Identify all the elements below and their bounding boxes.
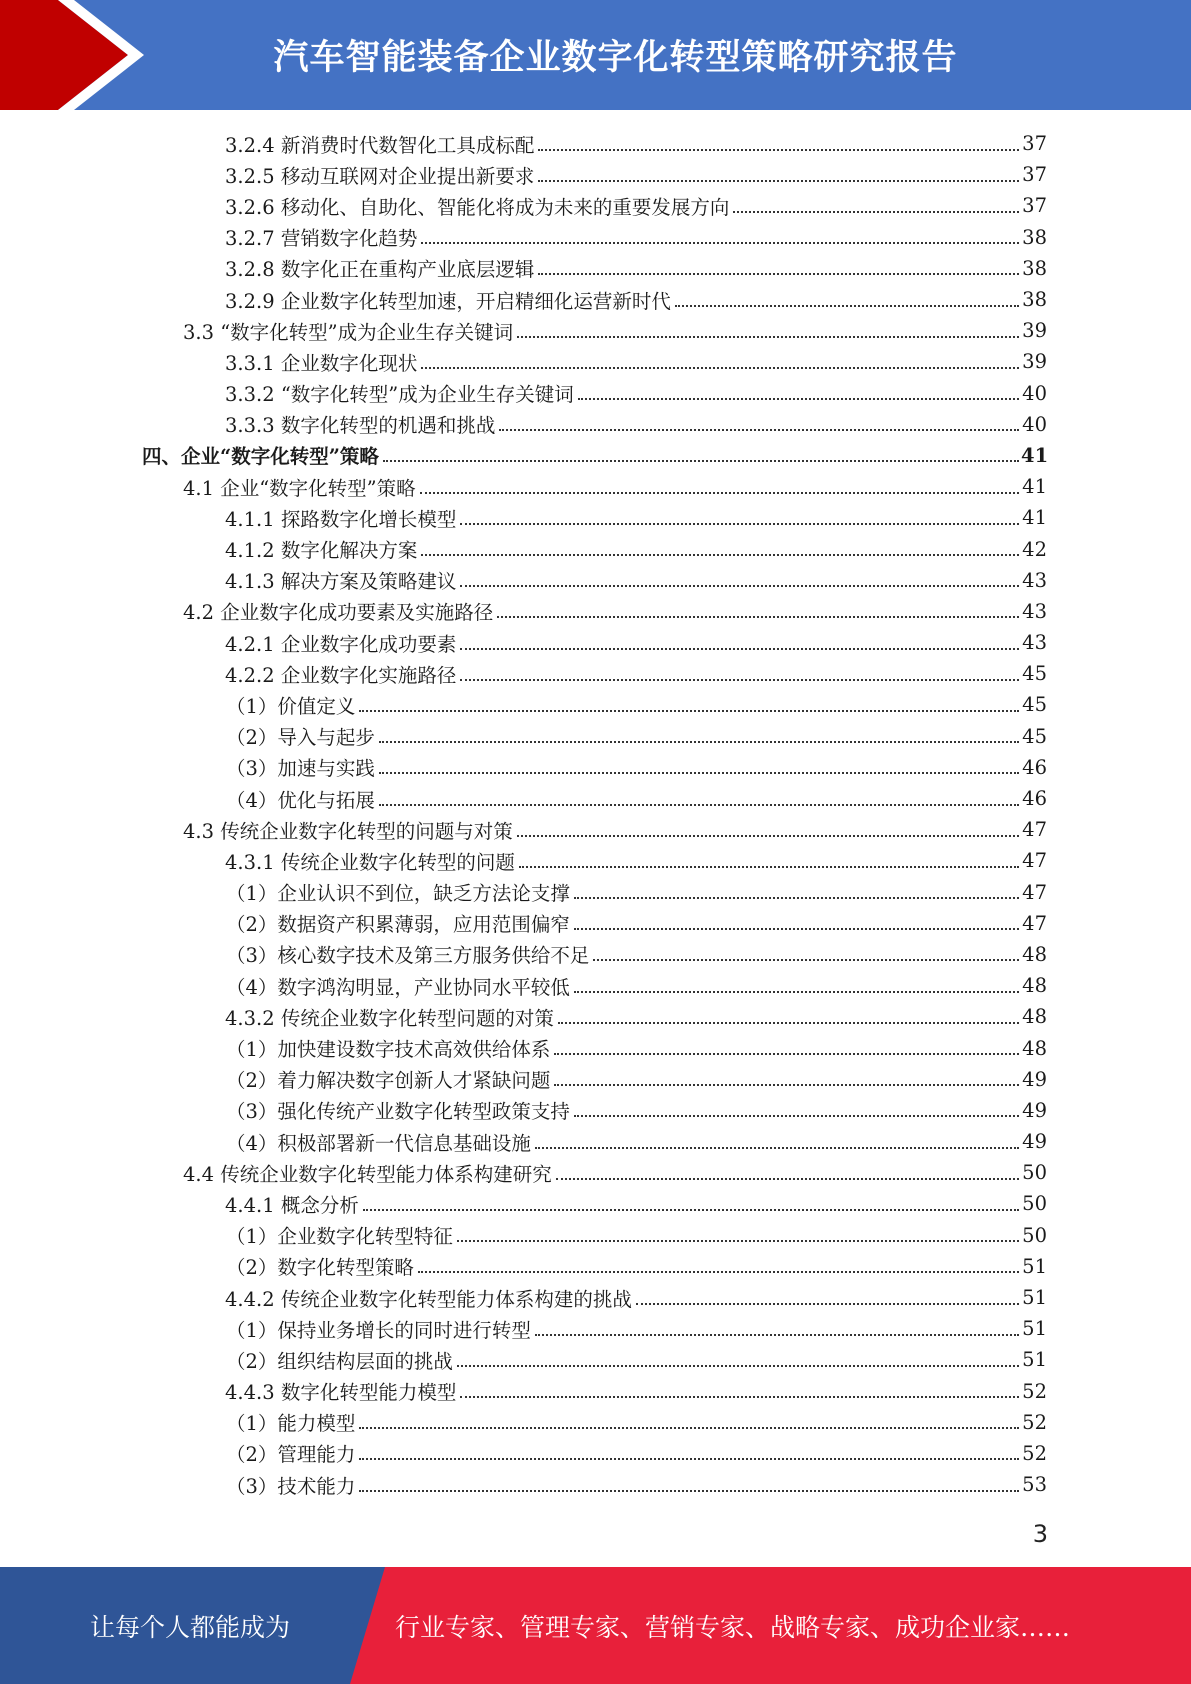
toc-entry-page: 48 [1022,1036,1047,1060]
toc-entry-page: 47 [1022,880,1047,904]
toc-entry-label: 3.2.7 营销数字化趋势 [225,227,418,251]
toc-entry[interactable] [0,471,1191,502]
toc-dot-leader [421,367,1019,369]
toc-entry-label: 3.2.5 移动互联网对企业提出新要求 [225,164,535,188]
toc-entry-page: 41 [1022,506,1047,530]
toc-entry[interactable] [0,440,1191,471]
toc-entry-label: （2）数字化转型策略 [226,1256,414,1280]
toc-dot-leader [636,1303,1019,1305]
toc-entry-page: 53 [1022,1473,1047,1497]
toc-entry-label: （3）技术能力 [226,1474,356,1498]
footer-banner [0,1567,1191,1684]
toc-dot-leader [538,273,1019,275]
toc-entry[interactable] [0,1251,1191,1282]
toc-entry[interactable] [0,1188,1191,1219]
toc-entry-label: （1）价值定义 [226,694,356,718]
toc-entry-label: （3）强化传统产业数字化转型政策支持 [226,1100,570,1124]
toc-entry-label: （2）着力解决数字创新人才紧缺问题 [226,1069,551,1093]
toc-entry-page: 51 [1022,1317,1047,1341]
toc-entry-page: 39 [1022,319,1047,343]
toc-entry-label: 3.2.9 企业数字化转型加速，开启精细化运营新时代 [225,289,671,313]
toc-dot-leader [460,1396,1019,1398]
toc-entry[interactable] [0,1095,1191,1126]
toc-entry-page: 50 [1022,1161,1047,1185]
toc-entry[interactable] [0,190,1191,221]
toc-entry-page: 43 [1022,568,1047,592]
toc-dot-leader [558,1022,1019,1024]
toc-entry[interactable] [0,502,1191,533]
toc-dot-leader [457,1240,1019,1242]
toc-entry-label: 4.3 传统企业数字化转型的问题与对策 [183,819,513,843]
toc-entry[interactable] [0,1282,1191,1313]
toc-entry-label: 四、企业“数字化转型”策略 [142,445,379,469]
toc-entry[interactable] [0,378,1191,409]
toc-entry-label: 4.3.2 传统企业数字化转型问题的对策 [225,1006,554,1030]
toc-entry[interactable] [0,689,1191,720]
toc-entry-label: 4.4 传统企业数字化转型能力体系构建研究 [183,1162,552,1186]
toc-entry[interactable] [0,845,1191,876]
toc-entry-label: （1）保持业务增长的同时进行转型 [226,1318,531,1342]
toc-entry-page: 47 [1022,818,1047,842]
toc-dot-leader [379,772,1019,774]
toc-entry-page: 40 [1022,412,1047,436]
toc-entry-page: 37 [1022,194,1047,218]
toc-entry-label: （1）能力模型 [226,1412,356,1436]
toc-entry-label: （1）企业认识不到位，缺乏方法论支撑 [226,882,570,906]
toc-entry[interactable] [0,253,1191,284]
toc-dot-leader [379,741,1019,743]
toc-entry-label: 4.2.2 企业数字化实施路径 [225,663,457,687]
toc-dot-leader [517,835,1019,837]
toc-entry[interactable] [0,1407,1191,1438]
toc-entry-label: 4.3.1 传统企业数字化转型的问题 [225,850,515,874]
toc-entry-page: 38 [1022,256,1047,280]
toc-dot-leader [421,554,1019,556]
toc-dot-leader [359,710,1019,712]
toc-entry-page: 46 [1022,755,1047,779]
toc-entry-page: 48 [1022,974,1047,998]
toc-dot-leader [538,180,1019,182]
toc-entry-page: 41 [1022,475,1047,499]
toc-dot-leader [574,928,1019,930]
toc-entry-page: 49 [1022,1067,1047,1091]
toc-dot-leader [460,523,1019,525]
page-number: 3 [1032,1520,1048,1548]
toc-entry[interactable] [0,1126,1191,1157]
toc-entry[interactable] [0,1376,1191,1407]
toc-entry-page: 51 [1022,1254,1047,1278]
toc-entry[interactable] [0,284,1191,315]
toc-entry[interactable] [0,565,1191,596]
toc-entry[interactable] [0,159,1191,190]
document-title: 汽车智能装备企业数字化转型策略研究报告 [273,38,958,78]
toc-entry-page: 39 [1022,350,1047,374]
toc-entry-label: 4.2 企业数字化成功要素及实施路径 [183,601,494,625]
toc-dot-leader [499,429,1019,431]
toc-entry-label: 3.3 “数字化转型”成为企业生存关键词 [183,320,514,344]
table-of-contents [0,128,1191,1500]
toc-entry-label: （4）积极部署新一代信息基础设施 [226,1131,531,1155]
toc-entry-page: 41 [1021,443,1049,467]
toc-dot-leader [460,679,1019,681]
toc-dot-leader [574,991,1019,993]
toc-entry[interactable] [0,409,1191,440]
toc-dot-leader [421,242,1019,244]
toc-entry-page: 48 [1022,942,1047,966]
toc-entry-label: （3）加速与实践 [226,757,375,781]
toc-entry[interactable] [0,128,1191,159]
toc-entry-page: 50 [1022,1223,1047,1247]
toc-dot-leader [538,149,1019,151]
toc-entry[interactable] [0,721,1191,752]
toc-dot-leader [420,492,1019,494]
toc-dot-leader [574,897,1019,899]
toc-entry-page: 51 [1022,1286,1047,1310]
toc-entry-page: 43 [1022,631,1047,655]
toc-entry[interactable] [0,1001,1191,1032]
toc-dot-leader [460,585,1019,587]
toc-dot-leader [383,460,1019,462]
toc-entry[interactable] [0,533,1191,564]
toc-entry-page: 45 [1022,724,1047,748]
toc-entry-label: 4.1.3 解决方案及策略建议 [225,570,457,594]
toc-dot-leader [593,959,1019,961]
toc-entry-page: 40 [1022,381,1047,405]
toc-dot-leader [578,398,1019,400]
toc-entry-page: 46 [1022,787,1047,811]
toc-dot-leader [554,1053,1019,1055]
toc-entry[interactable] [0,908,1191,939]
toc-entry[interactable] [0,1313,1191,1344]
toc-entry-label: 3.3.2 “数字化转型”成为企业生存关键词 [225,383,574,407]
toc-entry-page: 49 [1022,1130,1047,1154]
toc-entry-page: 37 [1022,163,1047,187]
toc-entry-page: 51 [1022,1348,1047,1372]
toc-entry-label: 3.2.4 新消费时代数智化工具成标配 [225,133,535,157]
toc-dot-leader [359,1458,1019,1460]
toc-entry-label: （1）加快建设数字技术高效供给体系 [226,1038,551,1062]
toc-entry-label: （2）组织结构层面的挑战 [226,1349,453,1373]
toc-entry-label: 4.4.2 传统企业数字化转型能力体系构建的挑战 [225,1287,632,1311]
toc-entry-label: 4.1 企业“数字化转型”策略 [183,476,416,500]
toc-entry-label: 3.2.8 数字化正在重构产业底层逻辑 [225,258,535,282]
header-banner [0,0,1191,110]
toc-dot-leader [363,1209,1019,1211]
toc-entry-label: 4.2.1 企业数字化成功要素 [225,632,457,656]
toc-dot-leader [535,1147,1019,1149]
toc-entry-page: 37 [1022,132,1047,156]
toc-dot-leader [535,1334,1019,1336]
toc-entry-label: 3.3.3 数字化转型的机遇和挑战 [225,414,496,438]
footer-slogan-right: 行业专家、管理专家、营销专家、战略专家、成功企业家…… [395,1612,1071,1642]
toc-entry-label: （2）数据资产积累薄弱，应用范围偏窄 [226,913,570,937]
toc-entry[interactable] [0,1032,1191,1063]
toc-entry[interactable] [0,1064,1191,1095]
toc-dot-leader [497,616,1019,618]
toc-entry-page: 45 [1022,693,1047,717]
toc-entry-page: 49 [1022,1098,1047,1122]
toc-entry-page: 45 [1022,662,1047,686]
toc-entry[interactable] [0,939,1191,970]
toc-entry-page: 50 [1022,1192,1047,1216]
toc-entry-label: 4.1.1 探路数字化增长模型 [225,507,457,531]
toc-entry-label: （2）管理能力 [226,1443,356,1467]
toc-entry[interactable] [0,814,1191,845]
toc-dot-leader [519,866,1019,868]
toc-entry-label: （1）企业数字化转型特征 [226,1225,453,1249]
toc-entry-label: 4.4.3 数字化转型能力模型 [225,1381,457,1405]
chevron-arrow-icon [0,0,160,110]
toc-dot-leader [554,1084,1019,1086]
toc-dot-leader [359,1490,1019,1492]
toc-entry-label: 4.1.2 数字化解决方案 [225,539,418,563]
toc-entry-label: （2）导入与起步 [226,726,375,750]
toc-entry[interactable] [0,346,1191,377]
toc-entry[interactable] [0,1220,1191,1251]
toc-dot-leader [379,804,1019,806]
toc-entry-page: 38 [1022,288,1047,312]
toc-entry-label: （3）核心数字技术及第三方服务供给不足 [226,944,590,968]
toc-entry-page: 48 [1022,1005,1047,1029]
toc-entry[interactable] [0,1469,1191,1500]
toc-entry-page: 52 [1022,1410,1047,1434]
toc-entry[interactable] [0,1157,1191,1188]
toc-entry-label: （4）优化与拓展 [226,788,375,812]
toc-dot-leader [574,1115,1019,1117]
toc-entry[interactable] [0,752,1191,783]
toc-entry-page: 38 [1022,225,1047,249]
toc-dot-leader [517,336,1019,338]
toc-entry-page: 42 [1022,537,1047,561]
toc-entry-label: （4）数字鸿沟明显，产业协同水平较低 [226,975,570,999]
toc-entry[interactable] [0,658,1191,689]
toc-entry[interactable] [0,596,1191,627]
toc-entry-label: 3.3.1 企业数字化现状 [225,351,418,375]
toc-entry-page: 43 [1022,599,1047,623]
toc-dot-leader [457,1365,1019,1367]
toc-entry-page: 52 [1022,1441,1047,1465]
toc-entry[interactable] [0,877,1191,908]
toc-entry[interactable] [0,1344,1191,1375]
toc-dot-leader [418,1271,1019,1273]
toc-entry-page: 47 [1022,911,1047,935]
toc-dot-leader [556,1178,1019,1180]
toc-dot-leader [733,211,1019,213]
toc-entry[interactable] [0,315,1191,346]
toc-dot-leader [460,648,1019,650]
toc-entry-label: 4.4.1 概念分析 [225,1193,359,1217]
toc-dot-leader [675,305,1019,307]
toc-entry[interactable] [0,1438,1191,1469]
toc-entry[interactable] [0,783,1191,814]
toc-entry[interactable] [0,627,1191,658]
footer-slogan-left: 让每个人都能成为 [89,1612,290,1642]
toc-entry[interactable] [0,970,1191,1001]
toc-entry-label: 3.2.6 移动化、自助化、智能化将成为未来的重要发展方向 [225,195,730,219]
toc-entry-page: 47 [1022,849,1047,873]
toc-entry[interactable] [0,222,1191,253]
toc-entry-page: 52 [1022,1379,1047,1403]
toc-dot-leader [359,1427,1019,1429]
